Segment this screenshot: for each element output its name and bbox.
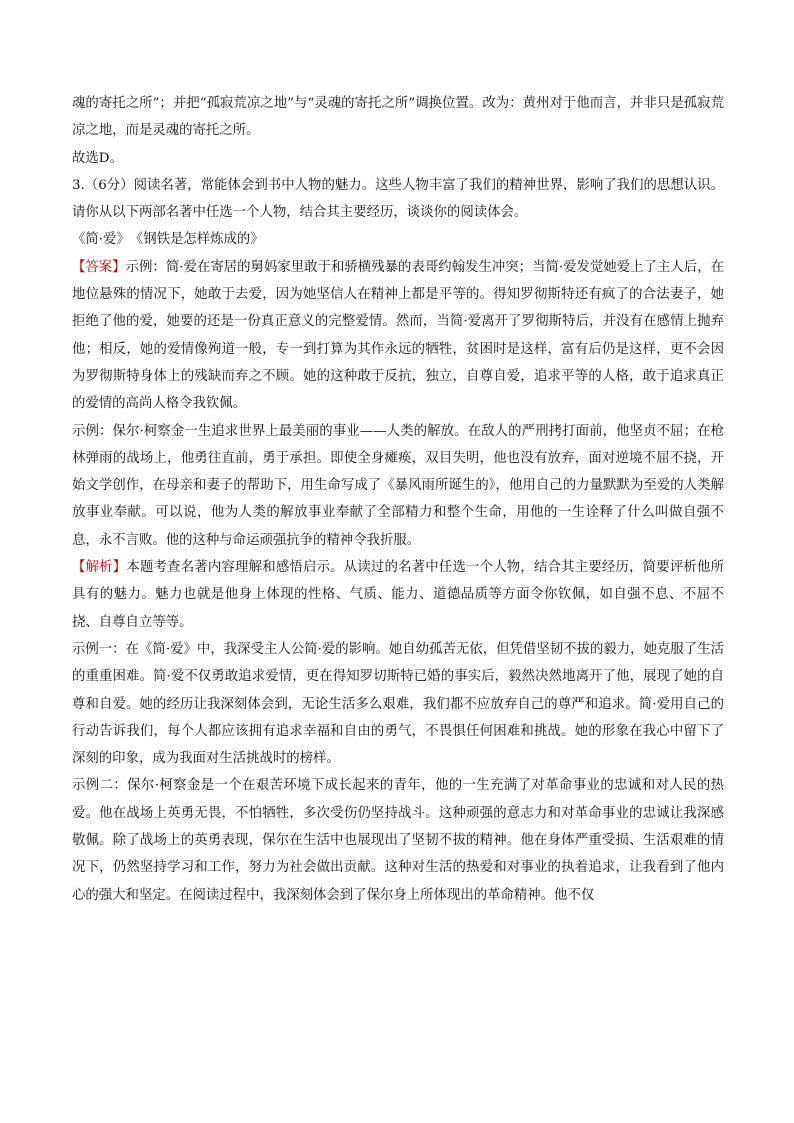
analysis-tag: 【解析】	[72, 560, 127, 576]
book-titles: 《简·爱》 《钢铁是怎样炼成的》	[72, 232, 264, 248]
analysis-example-2: 示例二：保尔·柯察金是一个在艰苦环境下成长起来的青年，他的一生充满了对革命事业的忠诚和对人民的热爱。他在战场上英勇无畏，不怕牺牲，多次受伤仍坚持战斗。这种顽强的意志力和对革命事业的忠诚让我深感敬佩。除了战场上的英勇表现，保尔在生活中也展现出了坚韧不拔的精神。他在身体严重受损、生活艰难的情况下，仍然坚持学习和工作，努力为社会做出贡献。这种对生活的热爱和对事业的执着追求，让我看到了他内心的强大和坚定。在阅读过程中，我深刻体会到了保尔身上所体现出的革命精神。他不仅	[72, 778, 724, 903]
paragraph-continuation: 魂的寄托之所”；并把“孤寂荒凉之地”与“灵魂的寄托之所”调换位置。改为：黄州对于他而言，并非只是孤寂荒凉之地，而是灵魂的寄托之所。	[72, 96, 724, 139]
paragraph-answer-choice: 故选D。	[72, 150, 123, 166]
document-page	[72, 90, 724, 909]
answer-paragraph: 【答案】示例：简·爱在寄居的舅妈家里敢于和骄横残暴的表哥约翰发生冲突；当简·爱发觉她爱上了主人后，在地位悬殊的情况下，她敢于去爱，因为她坚信人在精神上都是平等的。得知罗彻斯特还有疯了的合法妻子，她拒绝了他的爱，她要的还是一份真正意义的完整爱情。然而，当简·爱离开了罗彻斯特后，并没有在感情上抛弃他；相反，她的爱情像殉道一般，专一到打算为其作永远的牺牲，贫困时是这样，富有后仍是这样，更不会因为罗彻斯特身体上的残缺而弃之不顾。她的这种敢于反抗，独立，自尊自爱，追求平等的人格，敢于追求真正的爱情的高尚人格令我钦佩。	[72, 259, 724, 412]
answer-tag: 【答案】	[72, 259, 126, 275]
answer-example-2: 示例：保尔·柯察金一生追求世界上最美丽的事业——人类的解放。在敌人的严刑拷打面前，他坚贞不屈；在枪林弹雨的战场上，他勇往直前，勇于承担。即使全身瘫痪，双目失明，他也没有放弃，面对逆境不屈不挠，开始文学创作，在母亲和妻子的帮助下，用生命写成了《暴风雨所诞生的》，他用自己的力量默默为至爱的人类解放事业奉献。可以说，他为人类的解放事业奉献了全部精力和整个生命，用他的一生诠释了什么叫做自强不息，永不言败。他的这种与命运顽强抗争的精神令我折服。	[72, 423, 724, 548]
analysis-example-1: 示例一：在《简·爱》中，我深受主人公简·爱的影响。她自幼孤苦无依，但凭借坚韧不拔的毅力，她克服了生活的重重困难。简·爱不仅勇敢追求爱情，更在得知罗切斯特已婚的事实后，毅然决然地离开了他，展现了她的自尊和自爱。她的经历让我深刻体会到，无论生活多么艰难，我们都不应放弃自己的尊严和追求。简·爱用自己的行动告诉我们，每个人都应该拥有追求幸福和自由的勇气，不畏惧任何困难和挑战。她的形象在我心中留下了深刻的印象，成为我面对生活挑战时的榜样。	[72, 641, 724, 767]
analysis-paragraph: 【解析】本题考查名著内容理解和感悟启示。从读过的名著中任选一个人物，结合其主要经历，简要评析他所具有的魅力。魅力也就是他身上体现的性格、气质、能力、道德品质等方面令你钦佩，如自强不息、不屈不挠、自尊自立等等。	[72, 560, 725, 630]
question-3: 3.（6分）阅读名著，常能体会到书中人物的魅力。这些人物丰富了我们的精神世界，影响了我们的思想认识。请你从以下两部名著中任选一个人物，结合其主要经历，谈谈你的阅读体会。	[72, 177, 724, 221]
